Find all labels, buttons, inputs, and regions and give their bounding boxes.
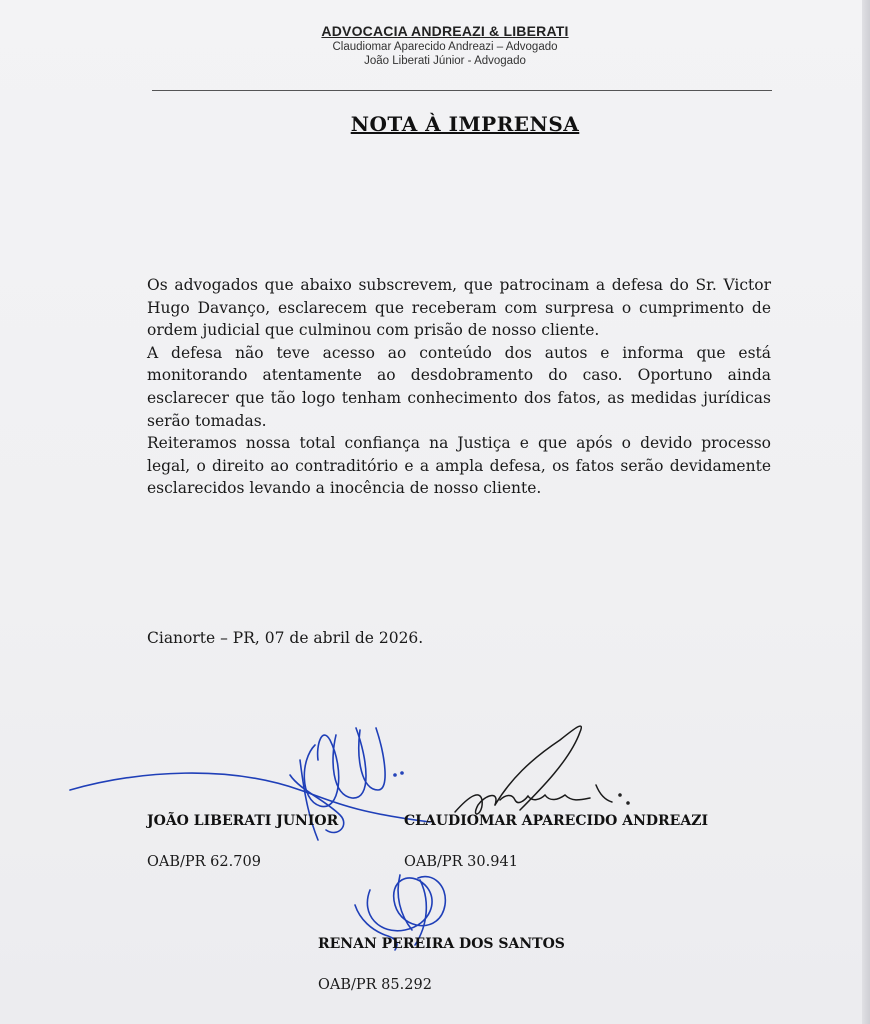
signatory-3-oab: OAB/PR 85.292 bbox=[318, 977, 432, 993]
letterhead bbox=[280, 22, 610, 68]
signatory-1-oab: OAB/PR 62.709 bbox=[147, 854, 261, 870]
page-edge-shadow bbox=[862, 0, 870, 1024]
signatory-1-name: JOÃO LIBERATI JUNIOR bbox=[147, 813, 339, 829]
signatory-2-name: CLAUDIOMAR APARECIDO ANDREAZI bbox=[404, 813, 708, 829]
letterhead-lawyer-1: Claudiomar Aparecido Andreazi – Advogado bbox=[332, 41, 558, 53]
signatory-2-oab: OAB/PR 30.941 bbox=[404, 854, 518, 870]
firm-name: ADVOCACIA ANDREAZI & LIBERATI bbox=[321, 23, 569, 39]
letterhead-lawyer-2: João Liberati Júnior - Advogado bbox=[364, 55, 526, 67]
body-text bbox=[147, 274, 771, 500]
letterhead-divider bbox=[152, 90, 772, 91]
place-and-date: Cianorte – PR, 07 de abril de 2026. bbox=[147, 629, 424, 647]
signatory-3-name: RENAN PEREIRA DOS SANTOS bbox=[318, 936, 565, 952]
paragraph: Reiteramos nossa total confiança na Justiça e que após o devido processo legal, o direito ao contraditório e a ampla defesa, os fatos serão devidamente esclarecidos levando a inocência de nosso cliente. bbox=[147, 434, 771, 498]
paragraph: Os advogados que abaixo subscrevem, que patrocinam a defesa do Sr. Victor Hugo Davanço, esclarecem que receberam com surpresa o cumprimento de ordem judicial que culminou com prisão de nosso cliente. bbox=[147, 276, 771, 340]
document-title: NOTA À IMPRENSA bbox=[350, 112, 580, 136]
paragraph: A defesa não teve acesso ao conteúdo dos autos e informa que está monitorando atentamente ao desdobramento do caso. Oportuno ainda esclarecer que tão logo tenham conhecimento dos fatos, as medidas jurídicas serão tomadas. bbox=[147, 343, 771, 430]
